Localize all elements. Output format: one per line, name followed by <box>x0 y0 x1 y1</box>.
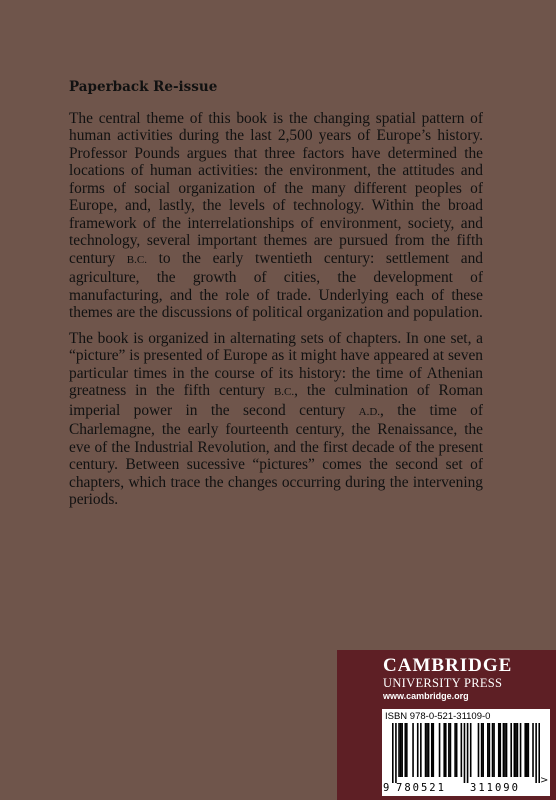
paragraph-2-bc: B.C. <box>273 386 295 399</box>
barcode-bar <box>528 723 530 777</box>
paragraph-2-ad: A.D. <box>358 405 381 418</box>
paragraph-1 <box>69 110 483 321</box>
barcode-bar <box>425 723 427 777</box>
barcode-bar <box>395 723 397 783</box>
barcode-bars <box>392 723 540 783</box>
barcode-bar <box>412 723 414 777</box>
barcode-bar <box>461 723 463 777</box>
barcode-bar <box>404 723 406 777</box>
barcode-bar <box>532 723 534 777</box>
barcode-bar <box>448 723 450 777</box>
barcode-bar <box>517 723 519 777</box>
publisher-band <box>337 650 556 800</box>
barcode-bar <box>538 723 540 783</box>
barcode-bar <box>433 723 435 777</box>
barcode-box <box>382 709 550 796</box>
barcode-bar <box>481 723 483 777</box>
paragraph-2 <box>69 330 483 509</box>
barcode-bar <box>520 723 522 777</box>
paragraph-2-text-a: The book is organized in alternating sets of chapters. In one set, a “picture” is presented of Europe as it might have appeared at seven particular times in the course of its history: the time of Athenian greatness in the fifth century <box>69 330 483 400</box>
barcode-bar <box>450 723 452 777</box>
barcode-right-group: 311090 <box>470 782 520 794</box>
paragraph-2-text-b: , the culmination of Roman imperial power in the second century <box>69 382 483 419</box>
barcode-bar <box>504 723 506 777</box>
publisher-press: UNIVERSITY PRESS <box>383 676 503 690</box>
barcode-bar <box>456 723 458 777</box>
paragraph-1-bc: B.C. <box>126 253 147 266</box>
barcode-bar <box>492 723 494 777</box>
barcode-bar <box>478 723 480 777</box>
barcode-bar <box>439 723 441 777</box>
paragraph-1-text-a: The central theme of this book is the changing spatial pattern of human activities during the last 2,500 years of Europe’s history. Professor Pounds argues that three factors have determined the locations of human activities: the environment, the attitudes and forms of social organization of the many different peoples of Europe, and, lastly, the levels of technology. Within the broad framework of the interrelationships of environment, society, and technology, several important themes are pursued from the fifth century <box>69 110 483 267</box>
barcode-bar <box>417 723 419 777</box>
paragraph-2-text-c: , the time of Charlemagne, the early fourteenth century, the Renaissance, the eve of the Industrial Revolution, and the first decade of the present century. Between sucessive “pictures” comes the second set of chapters, which trace the changes occurring during the intervening periods. <box>69 401 483 509</box>
barcode-bar <box>428 723 430 777</box>
barcode-bar <box>464 723 466 783</box>
isbn-label: ISBN 978-0-521-31109-0 <box>385 711 491 722</box>
barcode-bar <box>426 723 428 777</box>
barcode-bar <box>487 723 489 777</box>
barcode-left-group: 780521 <box>396 782 446 794</box>
barcode-bar <box>489 723 491 777</box>
barcode-first-digit: 9 <box>383 782 390 794</box>
barcode-bar <box>400 723 402 777</box>
barcode-bar <box>398 723 400 777</box>
barcode-bar <box>420 723 422 777</box>
paragraph-1-text-b: to the early twentieth century: settlement and agriculture, the growth of cities, the development of manufacturing, and the role of trade. Underlying each of these themes are the discussions of political organization and population. <box>69 249 484 321</box>
barcode-bar <box>443 723 445 777</box>
barcode-bar <box>524 723 526 777</box>
barcode-bar <box>499 723 501 777</box>
barcode-bar <box>392 723 394 783</box>
barcode-bar <box>535 723 537 783</box>
page-heading: Paperback Re-issue <box>69 79 218 95</box>
barcode-bar <box>498 723 500 777</box>
barcode-bar <box>401 723 403 777</box>
barcode-bar <box>503 723 505 777</box>
publisher-name: CAMBRIDGE <box>383 655 513 676</box>
publisher-url: www.cambridge.org <box>383 691 469 701</box>
barcode-bar <box>431 723 433 777</box>
barcode-bar <box>515 723 517 777</box>
barcode-bar <box>482 723 484 777</box>
barcode-bar <box>445 723 447 777</box>
barcode-bar <box>506 723 508 777</box>
barcode-marker: > <box>540 775 549 786</box>
barcode-bar <box>470 723 472 777</box>
barcode-bar <box>514 723 516 777</box>
barcode-bar <box>454 723 456 777</box>
barcode-bar <box>510 723 512 777</box>
barcode-bar <box>467 723 469 783</box>
barcode-bar <box>493 723 495 777</box>
barcode-bar <box>406 723 408 777</box>
barcode-bar <box>526 723 528 777</box>
